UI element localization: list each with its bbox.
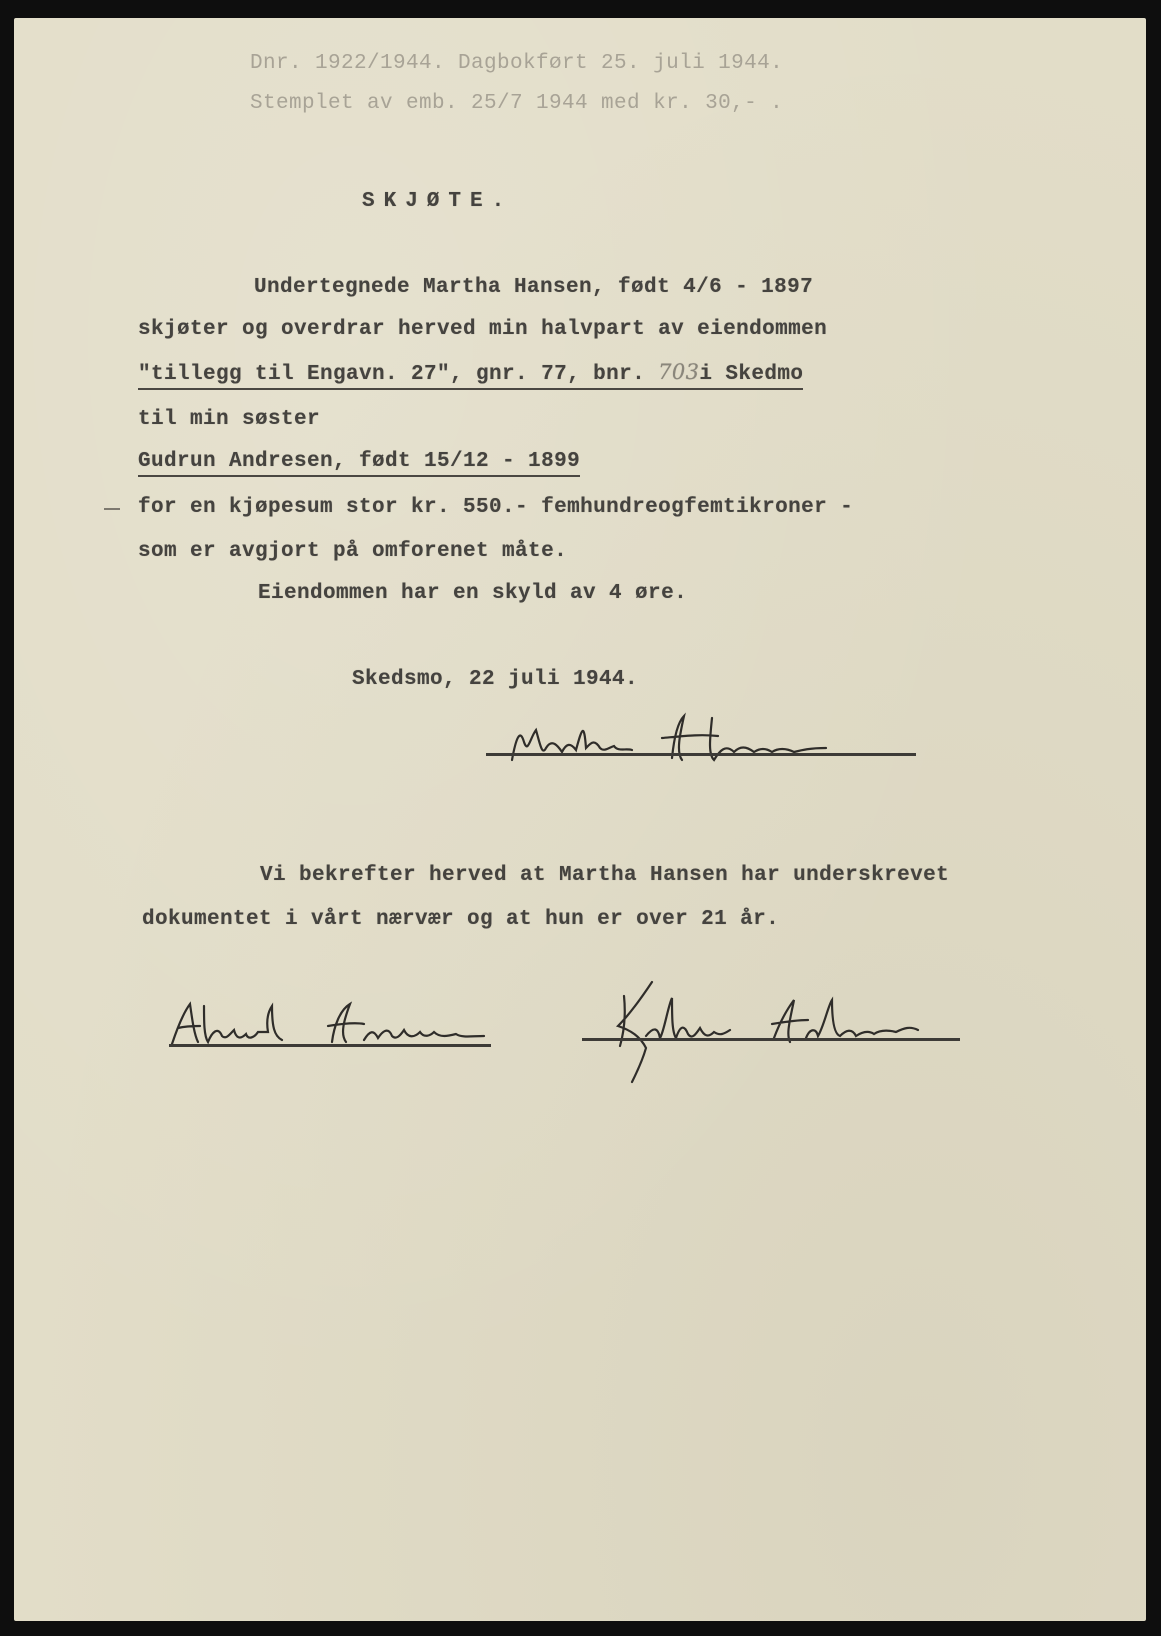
witness-signature-2	[584, 976, 954, 1086]
body-line-recipient: Gudrun Andresen, født 15/12 - 1899	[138, 450, 580, 477]
seller-signature-line	[486, 753, 916, 756]
witness-1-signature-line	[169, 1044, 491, 1047]
handwritten-bnr-number: 703	[658, 360, 700, 384]
document-page	[14, 18, 1146, 1621]
property-location-text: i Skedmo	[699, 363, 804, 386]
document-title: SKJØTE.	[362, 190, 514, 213]
witness-signature-1	[164, 996, 504, 1056]
witness-2-signature-line	[582, 1038, 960, 1041]
witness-statement-line-1: Vi bekrefter herved at Martha Hansen har underskrevet	[260, 864, 950, 887]
body-line-seller: Undertegnede Martha Hansen, født 4/6 - 1897	[254, 276, 814, 299]
body-line-transfer: skjøter og overdrar herved min halvpart av eiendommen	[138, 318, 828, 341]
body-line-price: for en kjøpesum stor kr. 550.- femhundreogfemtikroner -	[138, 496, 854, 519]
registry-stamp-line: Dnr. 1922/1944. Dagbokført 25. juli 1944.	[250, 52, 784, 75]
body-line-settlement: som er avgjort på omforenet måte.	[138, 540, 568, 563]
body-line-property	[138, 360, 803, 390]
place-date: Skedsmo, 22 juli 1944.	[352, 668, 639, 691]
fee-stamp-line: Stemplet av emb. 25/7 1944 med kr. 30,- .	[250, 92, 784, 115]
body-line-recipient-intro: til min søster	[138, 408, 321, 431]
body-line-tax-value: Eiendommen har en skyld av 4 øre.	[258, 582, 688, 605]
witness-statement-line-2: dokumentet i vårt nærvær og at hun er over 21 år.	[142, 908, 780, 931]
seller-signature	[504, 708, 864, 778]
margin-dash	[104, 508, 120, 510]
property-name-text: "tillegg til Engavn. 27", gnr. 77, bnr.	[138, 363, 659, 386]
